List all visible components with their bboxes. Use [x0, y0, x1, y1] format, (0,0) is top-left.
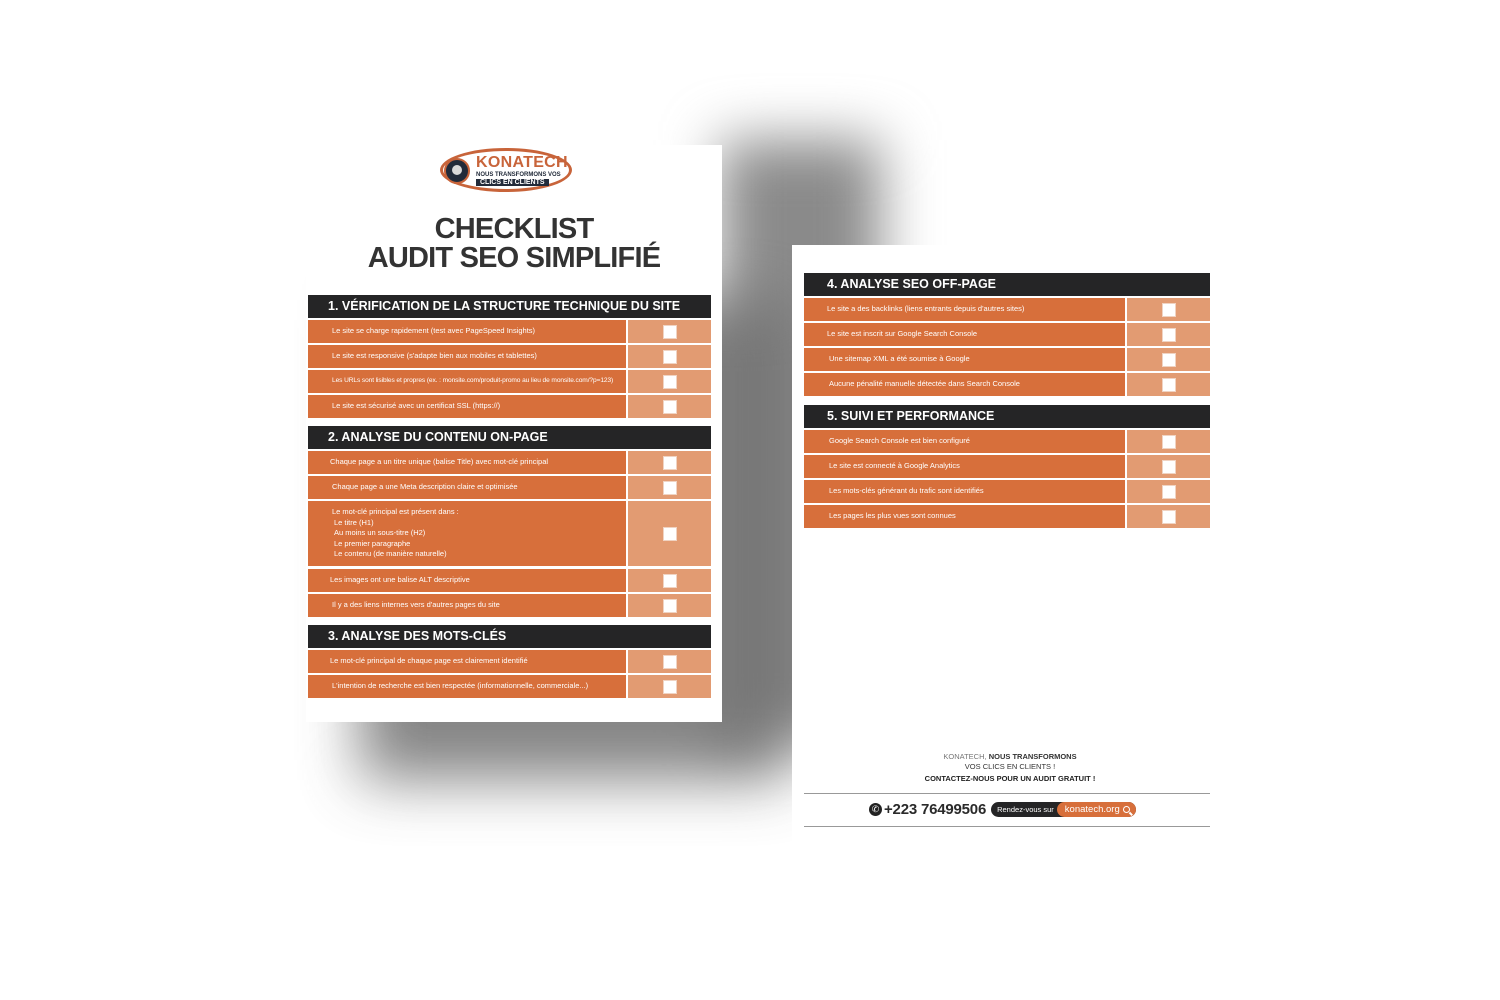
section-header: 4. ANALYSE SEO OFF-PAGE	[804, 273, 1210, 296]
website-text: konatech.org	[1064, 804, 1120, 815]
checkbox-cell[interactable]	[1127, 505, 1210, 528]
checklist-item-text	[308, 501, 626, 566]
checklist-row	[308, 345, 711, 368]
checklist-row	[308, 594, 711, 617]
checklist-row	[804, 430, 1210, 453]
checkbox[interactable]	[663, 456, 677, 470]
checkbox-cell[interactable]	[1127, 373, 1210, 396]
checkbox-cell[interactable]	[628, 451, 711, 474]
checklist-row	[804, 323, 1210, 346]
logo-people-icon	[444, 158, 470, 184]
section-header: 5. SUIVI ET PERFORMANCE	[804, 405, 1210, 428]
section-header: 2. ANALYSE DU CONTENU ON-PAGE	[308, 426, 711, 449]
checklist-row	[308, 501, 711, 566]
checklist-row	[804, 505, 1210, 528]
checklist-row	[804, 455, 1210, 478]
checkbox[interactable]	[663, 481, 677, 495]
checkbox-cell[interactable]	[628, 345, 711, 368]
checkbox[interactable]	[663, 325, 677, 339]
checkbox[interactable]	[663, 574, 677, 588]
checklist-item-text: Le site est connecté à Google Analytics	[804, 455, 1125, 478]
checklist-item-text: Le site est sécurisé avec un certificat SSL (https://)	[308, 395, 626, 418]
checklist-item-text: Chaque page a un titre unique (balise Title) avec mot-clé principal	[308, 451, 626, 474]
contact-bar	[869, 801, 1136, 818]
checklist-item-text: Les pages les plus vues sont connues	[804, 505, 1125, 528]
checklist-row	[804, 480, 1210, 503]
checklist-row	[804, 348, 1210, 371]
footer-slogan-part: NOUS TRANSFORMONS	[988, 752, 1077, 761]
checkbox[interactable]	[1162, 353, 1176, 367]
visit-label: Rendez-vous sur	[997, 805, 1054, 814]
checkbox-cell[interactable]	[628, 675, 711, 698]
checkbox[interactable]	[663, 599, 677, 613]
section-header: 3. ANALYSE DES MOTS-CLÉS	[308, 625, 711, 648]
checkbox-cell[interactable]	[628, 650, 711, 673]
footer-slogan	[792, 752, 1228, 772]
divider	[804, 793, 1210, 794]
checkbox[interactable]	[663, 680, 677, 694]
phone-number[interactable]: +223 76499506	[884, 801, 987, 818]
checklist-page-1	[306, 145, 722, 722]
checkbox[interactable]	[1162, 378, 1176, 392]
checklist-row	[308, 675, 711, 698]
checklist-item-text: Aucune pénalité manuelle détectée dans Search Console	[804, 373, 1125, 396]
footer-slogan-part: VOS CLICS EN CLIENTS !	[964, 762, 1056, 771]
checklist-item-text: Le site est responsive (s'adapte bien aux mobiles et tablettes)	[308, 345, 626, 368]
logo-brand-name: KONATECH	[476, 154, 568, 171]
checklist-item-text: Les images ont une balise ALT descriptive	[308, 569, 626, 592]
item-sub-text: Le contenu (de manière naturelle)	[334, 549, 447, 559]
checkbox[interactable]	[1162, 328, 1176, 342]
checklist-item-text: Il y a des liens internes vers d'autres pages du site	[308, 594, 626, 617]
checklist-row	[308, 395, 711, 418]
checklist-row	[308, 569, 711, 592]
checklist-row	[308, 451, 711, 474]
checkbox[interactable]	[1162, 460, 1176, 474]
checkbox[interactable]	[1162, 510, 1176, 524]
konatech-logo	[440, 148, 576, 196]
checklist-item-text: Le site se charge rapidement (test avec PageSpeed Insights)	[308, 320, 626, 343]
item-lead-text: Le mot-clé principal est présent dans :	[332, 507, 459, 517]
checkbox-cell[interactable]	[1127, 323, 1210, 346]
checkbox[interactable]	[663, 375, 677, 389]
checklist-row	[308, 650, 711, 673]
checklist-row	[308, 320, 711, 343]
checkbox[interactable]	[663, 350, 677, 364]
checkbox-cell[interactable]	[628, 476, 711, 499]
item-sub-text: Au moins un sous-titre (H2)	[334, 528, 426, 538]
checkbox-cell[interactable]	[628, 501, 711, 566]
page-subtitle: AUDIT SEO SIMPLIFIÉ	[367, 242, 661, 274]
divider	[804, 826, 1210, 827]
checkbox[interactable]	[663, 655, 677, 669]
checkbox[interactable]	[1162, 435, 1176, 449]
logo-tagline: NOUS TRANSFORMONS VOS	[476, 172, 561, 178]
checklist-row	[308, 370, 711, 393]
checkbox-cell[interactable]	[628, 594, 711, 617]
footer-brand: KONATECH,	[943, 752, 987, 761]
checklist-item-text: Le site est inscrit sur Google Search Console	[804, 323, 1125, 346]
checkbox[interactable]	[1162, 485, 1176, 499]
checklist-item-text: Les URLs sont lisibles et propres (ex. : monsite.com/produit-promo au lieu de monsite.com/?p=123)	[308, 370, 626, 393]
checklist-item-text: L'intention de recherche est bien respectée (informationnelle, commerciale...)	[308, 675, 626, 698]
website-link[interactable]	[1057, 802, 1136, 817]
checkbox-cell[interactable]	[1127, 430, 1210, 453]
visit-pill[interactable]	[991, 802, 1136, 817]
checkbox-cell[interactable]	[1127, 348, 1210, 371]
checklist-row	[308, 476, 711, 499]
checklist-item-text: Chaque page a une Meta description claire et optimisée	[308, 476, 626, 499]
checkbox[interactable]	[1162, 303, 1176, 317]
checkbox-cell[interactable]	[628, 569, 711, 592]
checklist-item-text: Le mot-clé principal de chaque page est clairement identifié	[308, 650, 626, 673]
page-title: CHECKLIST	[434, 213, 594, 245]
checklist-row	[804, 298, 1210, 321]
checklist-page-2	[792, 245, 1228, 855]
section-header: 1. VÉRIFICATION DE LA STRUCTURE TECHNIQUE DU SITE	[308, 295, 711, 318]
item-sub-text: Le titre (H1)	[334, 517, 374, 527]
checkbox-cell[interactable]	[628, 370, 711, 393]
checkbox-cell[interactable]	[1127, 480, 1210, 503]
checkbox[interactable]	[663, 400, 677, 414]
checkbox-cell[interactable]	[1127, 455, 1210, 478]
phone-icon: ✆	[869, 803, 882, 816]
checkbox[interactable]	[663, 527, 677, 541]
checklist-row	[804, 373, 1210, 396]
footer-cta: CONTACTEZ-NOUS POUR UN AUDIT GRATUIT !	[924, 774, 1096, 783]
checklist-item-text: Les mots-clés générant du trafic sont identifiés	[804, 480, 1125, 503]
checkbox-cell[interactable]	[1127, 298, 1210, 321]
checklist-item-text: Le site a des backlinks (liens entrants depuis d'autres sites)	[804, 298, 1125, 321]
search-icon	[1123, 806, 1130, 813]
checkbox-cell[interactable]	[628, 320, 711, 343]
item-sub-text: Le premier paragraphe	[334, 538, 411, 548]
logo-tagline-highlight: CLICS EN CLIENTS	[476, 179, 549, 186]
checklist-item-text: Google Search Console est bien configuré	[804, 430, 1125, 453]
checkbox-cell[interactable]	[628, 395, 711, 418]
checklist-item-text: Une sitemap XML a été soumise à Google	[804, 348, 1125, 371]
